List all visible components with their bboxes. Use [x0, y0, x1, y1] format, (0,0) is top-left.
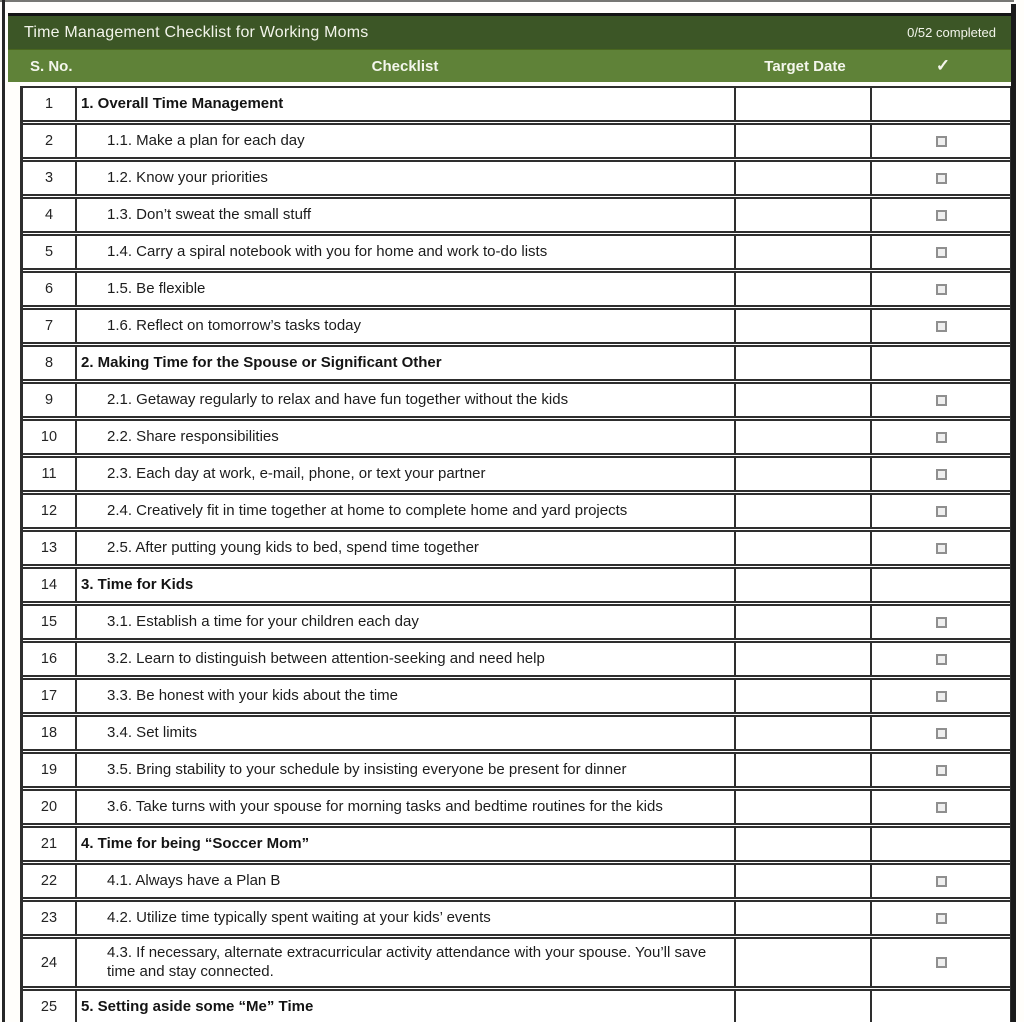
row-number: 10: [40, 429, 58, 445]
target-date-cell[interactable]: [734, 88, 870, 120]
checkbox-icon[interactable]: [936, 136, 947, 147]
target-date-cell[interactable]: [734, 828, 870, 860]
row-number: 13: [40, 540, 58, 556]
table-row: [23, 643, 1010, 680]
table-row: [23, 717, 1010, 754]
target-date-cell[interactable]: [734, 717, 870, 749]
target-date-cell[interactable]: [734, 199, 870, 231]
checkbox-cell[interactable]: [870, 643, 1010, 675]
target-date-cell[interactable]: [734, 310, 870, 342]
checkbox-cell[interactable]: [870, 680, 1010, 712]
checkbox-icon[interactable]: [936, 210, 947, 221]
table-row: [23, 532, 1010, 569]
table-row: [23, 828, 1010, 865]
row-checklist-text: 3.4. Set limits: [75, 717, 734, 749]
target-date-cell[interactable]: [734, 421, 870, 453]
checkbox-cell[interactable]: [870, 606, 1010, 638]
checkbox-cell[interactable]: [870, 458, 1010, 490]
checkbox-icon[interactable]: [936, 802, 947, 813]
row-number: 8: [44, 355, 54, 371]
row-number: 24: [40, 954, 58, 971]
checkbox-cell[interactable]: [870, 273, 1010, 305]
checkbox-icon[interactable]: [936, 247, 947, 258]
checkbox-icon[interactable]: [936, 691, 947, 702]
table-row: [23, 347, 1010, 384]
table-row: [23, 680, 1010, 717]
checkbox-icon[interactable]: [936, 654, 947, 665]
target-date-cell[interactable]: [734, 569, 870, 601]
row-checklist-text: 3.5. Bring stability to your schedule by insisting everyone be present for dinner: [75, 754, 734, 786]
row-number: 15: [40, 614, 58, 630]
row-checklist-text: 4.3. If necessary, alternate extracurricular activity attendance with your spouse. You’ll save time and stay connected.: [75, 939, 734, 986]
row-checklist-text: 2.4. Creatively fit in time together at home to complete home and yard projects: [75, 495, 734, 527]
page-left-edge: [2, 0, 5, 1022]
row-checklist-text: 2.5. After putting young kids to bed, spend time together: [75, 532, 734, 564]
checkbox-icon[interactable]: [936, 321, 947, 332]
target-date-cell[interactable]: [734, 902, 870, 934]
row-number: 7: [44, 318, 54, 334]
row-number: 3: [44, 170, 54, 186]
checkbox-cell[interactable]: [870, 791, 1010, 823]
checkbox-cell[interactable]: [870, 495, 1010, 527]
checkbox-icon[interactable]: [936, 876, 947, 887]
target-date-cell[interactable]: [734, 532, 870, 564]
table-row: [23, 125, 1010, 162]
row-number: 20: [40, 799, 58, 815]
row-number: 19: [40, 762, 58, 778]
checkbox-cell[interactable]: [870, 754, 1010, 786]
page-title: Time Management Checklist for Working Moms: [24, 23, 369, 41]
table-header-row: [8, 49, 1012, 82]
checkbox-icon[interactable]: [936, 543, 947, 554]
checkbox-icon[interactable]: [936, 284, 947, 295]
checkbox-cell[interactable]: [870, 828, 1010, 860]
title-bar: [8, 13, 1012, 49]
checkbox-icon[interactable]: [936, 728, 947, 739]
checkbox-cell[interactable]: [870, 532, 1010, 564]
checkbox-cell[interactable]: [870, 384, 1010, 416]
column-header-sno: S. No.: [30, 57, 73, 75]
row-checklist-text: 1.5. Be flexible: [75, 273, 734, 305]
row-checklist-text: 5. Setting aside some “Me” Time: [75, 991, 734, 1022]
table-row: [23, 939, 1010, 991]
target-date-cell[interactable]: [734, 643, 870, 675]
row-number: 1: [44, 96, 54, 112]
progress-counter: 0/52 completed: [907, 25, 996, 40]
row-checklist-text: 1.1. Make a plan for each day: [75, 125, 734, 157]
checkbox-icon[interactable]: [936, 506, 947, 517]
table-row: [23, 162, 1010, 199]
target-date-cell[interactable]: [734, 458, 870, 490]
row-number: 16: [40, 651, 58, 667]
table-row: [23, 865, 1010, 902]
table-row: [23, 88, 1010, 125]
row-checklist-text: 3.2. Learn to distinguish between attention-seeking and need help: [75, 643, 734, 675]
checkbox-cell[interactable]: [870, 162, 1010, 194]
target-date-cell[interactable]: [734, 273, 870, 305]
row-checklist-text: 1.2. Know your priorities: [75, 162, 734, 194]
row-checklist-text: 4. Time for being “Soccer Mom”: [75, 828, 734, 860]
row-number: 6: [44, 281, 54, 297]
row-checklist-text: 4.2. Utilize time typically spent waiting at your kids’ events: [75, 902, 734, 934]
target-date-cell[interactable]: [734, 991, 870, 1022]
row-checklist-text: 3.6. Take turns with your spouse for morning tasks and bedtime routines for the kids: [75, 791, 734, 823]
table-row: [23, 495, 1010, 532]
row-checklist-text: 1.6. Reflect on tomorrow’s tasks today: [75, 310, 734, 342]
row-number: 21: [40, 836, 58, 852]
target-date-cell[interactable]: [734, 680, 870, 712]
checkmark-icon: ✓: [935, 56, 951, 75]
checkbox-icon[interactable]: [936, 957, 947, 968]
page-top-edge: [0, 0, 1014, 2]
column-header-target-date: Target Date: [764, 57, 846, 75]
target-date-cell[interactable]: [734, 162, 870, 194]
target-date-cell[interactable]: [734, 347, 870, 379]
checkbox-icon[interactable]: [936, 617, 947, 628]
checkbox-icon[interactable]: [936, 432, 947, 443]
checkbox-cell[interactable]: [870, 310, 1010, 342]
row-checklist-text: 1.4. Carry a spiral notebook with you for home and work to-do lists: [75, 236, 734, 268]
row-number: 9: [44, 392, 54, 408]
checkbox-cell[interactable]: [870, 88, 1010, 120]
table-row: [23, 754, 1010, 791]
checkbox-cell[interactable]: [870, 717, 1010, 749]
checkbox-cell[interactable]: [870, 991, 1010, 1022]
row-number: 12: [40, 503, 58, 519]
row-checklist-text: 1.3. Don’t sweat the small stuff: [75, 199, 734, 231]
row-checklist-text: 3.3. Be honest with your kids about the time: [75, 680, 734, 712]
target-date-cell[interactable]: [734, 125, 870, 157]
checkbox-cell[interactable]: [870, 236, 1010, 268]
table-row: [23, 991, 1010, 1022]
row-checklist-text: 1. Overall Time Management: [75, 88, 734, 120]
row-number: 2: [44, 133, 54, 149]
checkbox-cell[interactable]: [870, 865, 1010, 897]
row-number: 18: [40, 725, 58, 741]
row-checklist-text: 2.3. Each day at work, e-mail, phone, or text your partner: [75, 458, 734, 490]
row-checklist-text: 3. Time for Kids: [75, 569, 734, 601]
table-row: [23, 791, 1010, 828]
row-number: 5: [44, 244, 54, 260]
row-checklist-text: 2.2. Share responsibilities: [75, 421, 734, 453]
row-number: 4: [44, 207, 54, 223]
page-right-edge: [1011, 4, 1016, 1022]
checkbox-icon[interactable]: [936, 913, 947, 924]
checkbox-cell[interactable]: [870, 347, 1010, 379]
checkbox-cell[interactable]: [870, 939, 1010, 986]
table-row: [23, 606, 1010, 643]
table-row: [23, 236, 1010, 273]
checkbox-cell[interactable]: [870, 569, 1010, 601]
checkbox-cell[interactable]: [870, 902, 1010, 934]
target-date-cell[interactable]: [734, 384, 870, 416]
table-row: [23, 310, 1010, 347]
row-number: 17: [40, 688, 58, 704]
target-date-cell[interactable]: [734, 865, 870, 897]
row-number: 25: [40, 999, 58, 1015]
target-date-cell[interactable]: [734, 791, 870, 823]
target-date-cell[interactable]: [734, 939, 870, 986]
table-row: [23, 199, 1010, 236]
row-number: 22: [40, 873, 58, 889]
row-checklist-text: 3.1. Establish a time for your children each day: [75, 606, 734, 638]
table-row: [23, 458, 1010, 495]
checkbox-icon[interactable]: [936, 469, 947, 480]
row-checklist-text: 2.1. Getaway regularly to relax and have fun together without the kids: [75, 384, 734, 416]
table-row: [23, 569, 1010, 606]
table-row: [23, 421, 1010, 458]
checkbox-icon[interactable]: [936, 395, 947, 406]
target-date-cell[interactable]: [734, 606, 870, 638]
checkbox-cell[interactable]: [870, 199, 1010, 231]
target-date-cell[interactable]: [734, 754, 870, 786]
row-number: 14: [40, 577, 58, 593]
checkbox-cell[interactable]: [870, 421, 1010, 453]
row-number: 23: [40, 910, 58, 926]
sheet-header: [8, 13, 1012, 82]
row-number: 11: [41, 466, 57, 482]
target-date-cell[interactable]: [734, 495, 870, 527]
row-checklist-text: 4.1. Always have a Plan B: [75, 865, 734, 897]
checkbox-cell[interactable]: [870, 125, 1010, 157]
table-row: [23, 273, 1010, 310]
column-header-checklist: Checklist: [371, 57, 439, 75]
table-row: [23, 384, 1010, 421]
target-date-cell[interactable]: [734, 236, 870, 268]
row-checklist-text: 2. Making Time for the Spouse or Significant Other: [75, 347, 734, 379]
checklist-table: [20, 86, 1013, 1022]
checkbox-icon[interactable]: [936, 173, 947, 184]
checkbox-icon[interactable]: [936, 765, 947, 776]
table-row: [23, 902, 1010, 939]
